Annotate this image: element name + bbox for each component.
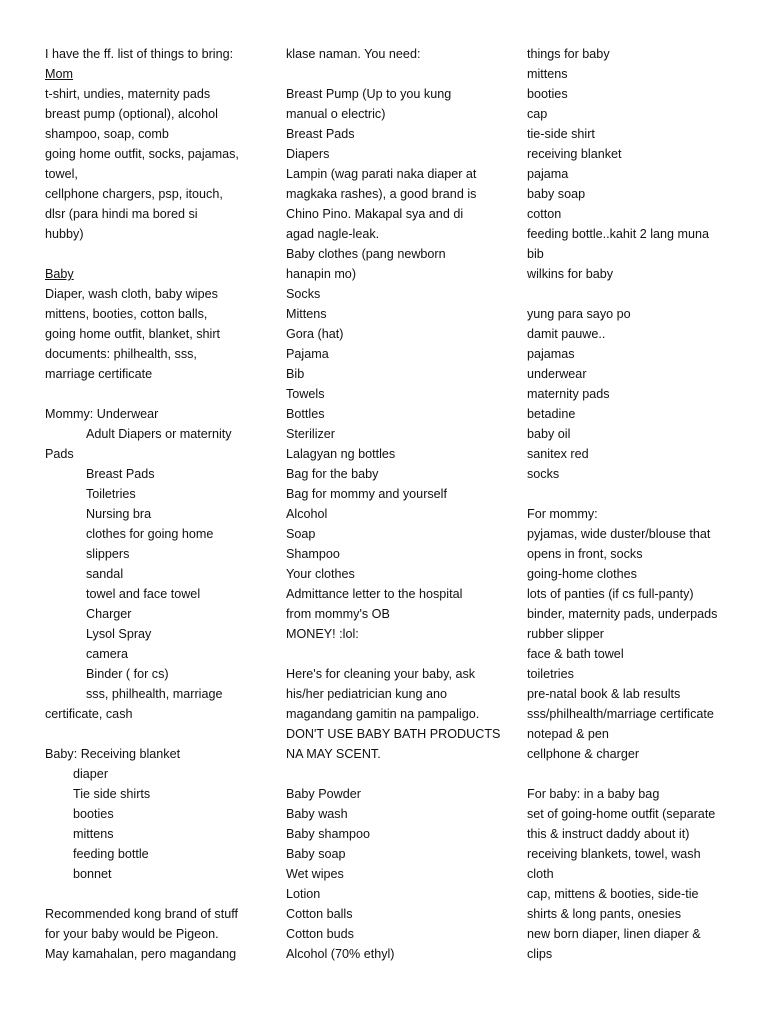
text-line bbox=[286, 344, 522, 364]
line-text: manual o electric) bbox=[286, 107, 386, 121]
text-line bbox=[527, 864, 763, 884]
line-text: Bag for mommy and yourself bbox=[286, 487, 447, 501]
line-text: cotton bbox=[527, 207, 562, 221]
text-line bbox=[286, 584, 522, 604]
text-line bbox=[45, 464, 281, 484]
text-line bbox=[527, 224, 763, 244]
line-text: Baby: Receiving blanket bbox=[45, 747, 181, 761]
text-line bbox=[45, 164, 281, 184]
line-text: Toiletries bbox=[86, 487, 136, 501]
blank-line bbox=[45, 724, 281, 744]
line-text: from mommy's OB bbox=[286, 607, 390, 621]
text-line bbox=[527, 304, 763, 324]
line-text: clothes for going home bbox=[86, 527, 214, 541]
text-line bbox=[527, 264, 763, 284]
line-text: Sterilizer bbox=[286, 427, 335, 441]
line-text: for your baby would be Pigeon. bbox=[45, 927, 219, 941]
text-line bbox=[527, 844, 763, 864]
text-line bbox=[45, 444, 281, 464]
line-text: dlsr (para hindi ma bored si bbox=[45, 207, 198, 221]
line-text: shirts & long pants, onesies bbox=[527, 907, 682, 921]
line-text: Tie side shirts bbox=[73, 787, 151, 801]
line-text: Binder ( for cs) bbox=[86, 667, 169, 681]
blank-line bbox=[45, 384, 281, 404]
text-line bbox=[286, 104, 522, 124]
text-line bbox=[527, 604, 763, 624]
blank-line bbox=[527, 764, 763, 784]
line-text: Baby Powder bbox=[286, 787, 361, 801]
text-line bbox=[286, 184, 522, 204]
text-line bbox=[45, 344, 281, 364]
text-line bbox=[45, 404, 281, 424]
text-column-3 bbox=[527, 44, 763, 964]
text-line bbox=[286, 304, 522, 324]
text-line bbox=[286, 404, 522, 424]
text-line bbox=[286, 864, 522, 884]
line-text: Alcohol (70% ethyl) bbox=[286, 947, 395, 961]
line-text: certificate, cash bbox=[45, 707, 133, 721]
text-line bbox=[286, 704, 522, 724]
text-line bbox=[45, 544, 281, 564]
line-text: hanapin mo) bbox=[286, 267, 357, 281]
text-line bbox=[527, 624, 763, 644]
blank-line bbox=[286, 644, 522, 664]
section-heading: Mom bbox=[45, 67, 73, 81]
line-text: going home outfit, socks, pajamas, bbox=[45, 147, 239, 161]
line-text: Pads bbox=[45, 447, 74, 461]
line-text: DON'T USE BABY BATH PRODUCTS bbox=[286, 727, 501, 741]
text-line bbox=[45, 604, 281, 624]
text-line bbox=[527, 564, 763, 584]
text-line bbox=[45, 204, 281, 224]
line-text: cellphone chargers, psp, itouch, bbox=[45, 187, 223, 201]
line-text: pajama bbox=[527, 167, 569, 181]
line-text: pajamas bbox=[527, 347, 575, 361]
line-text: Adult Diapers or maternity bbox=[86, 427, 232, 441]
line-text: marriage certificate bbox=[45, 367, 153, 381]
line-text: Soap bbox=[286, 527, 316, 541]
text-line bbox=[286, 284, 522, 304]
line-text: Baby shampoo bbox=[286, 827, 371, 841]
line-text: sanitex red bbox=[527, 447, 589, 461]
text-line bbox=[527, 104, 763, 124]
line-text: Bottles bbox=[286, 407, 325, 421]
line-text: cellphone & charger bbox=[527, 747, 640, 761]
text-line bbox=[527, 44, 763, 64]
line-text: mittens bbox=[527, 67, 568, 81]
line-text: new born diaper, linen diaper & bbox=[527, 927, 701, 941]
line-text: going-home clothes bbox=[527, 567, 637, 581]
text-line bbox=[45, 824, 281, 844]
text-line bbox=[286, 224, 522, 244]
text-line bbox=[45, 284, 281, 304]
line-text: Here's for cleaning your baby, ask bbox=[286, 667, 476, 681]
line-text: wilkins for baby bbox=[527, 267, 614, 281]
text-line bbox=[45, 764, 281, 784]
line-text: Lotion bbox=[286, 887, 321, 901]
text-line bbox=[527, 504, 763, 524]
line-text: things for baby bbox=[527, 47, 610, 61]
text-line bbox=[286, 544, 522, 564]
text-line bbox=[527, 324, 763, 344]
line-text: sss, philhealth, marriage bbox=[86, 687, 223, 701]
text-line bbox=[45, 364, 281, 384]
line-text: mittens bbox=[73, 827, 114, 841]
text-line bbox=[286, 804, 522, 824]
text-line bbox=[45, 224, 281, 244]
text-line bbox=[45, 44, 281, 64]
text-line bbox=[527, 184, 763, 204]
text-line bbox=[286, 444, 522, 464]
text-line bbox=[286, 164, 522, 184]
text-line bbox=[45, 944, 281, 964]
text-line bbox=[527, 584, 763, 604]
line-text: breast pump (optional), alcohol bbox=[45, 107, 218, 121]
line-text: Alcohol bbox=[286, 507, 328, 521]
line-text: Socks bbox=[286, 287, 321, 301]
text-line bbox=[527, 904, 763, 924]
line-text: diaper bbox=[73, 767, 109, 781]
text-line bbox=[45, 424, 281, 444]
text-line bbox=[45, 324, 281, 344]
line-text: Diapers bbox=[286, 147, 330, 161]
text-line bbox=[527, 804, 763, 824]
line-text: cloth bbox=[527, 867, 554, 881]
line-text: Baby soap bbox=[286, 847, 346, 861]
line-text: Pajama bbox=[286, 347, 329, 361]
text-line bbox=[45, 784, 281, 804]
line-text: Shampoo bbox=[286, 547, 340, 561]
text-line bbox=[45, 564, 281, 584]
line-text: May kamahalan, pero magandang bbox=[45, 947, 237, 961]
text-line bbox=[286, 724, 522, 744]
line-text: binder, maternity pads, underpads bbox=[527, 607, 718, 621]
text-line bbox=[286, 944, 522, 964]
text-line bbox=[527, 124, 763, 144]
text-line bbox=[527, 344, 763, 364]
text-line bbox=[527, 704, 763, 724]
text-line bbox=[527, 144, 763, 164]
text-line bbox=[45, 804, 281, 824]
blank-line bbox=[286, 64, 522, 84]
text-line bbox=[286, 144, 522, 164]
text-line bbox=[527, 424, 763, 444]
text-line bbox=[45, 144, 281, 164]
line-text: sss/philhealth/marriage certificate bbox=[527, 707, 714, 721]
line-text: notepad & pen bbox=[527, 727, 609, 741]
line-text: Recommended kong brand of stuff bbox=[45, 907, 238, 921]
text-line bbox=[286, 604, 522, 624]
blank-line bbox=[286, 764, 522, 784]
line-text: going home outfit, blanket, shirt bbox=[45, 327, 221, 341]
line-text: Baby clothes (pang newborn bbox=[286, 247, 446, 261]
line-text: t-shirt, undies, maternity pads bbox=[45, 87, 211, 101]
text-line bbox=[286, 84, 522, 104]
text-line bbox=[286, 784, 522, 804]
text-line bbox=[527, 924, 763, 944]
line-text: sandal bbox=[86, 567, 124, 581]
text-line bbox=[45, 684, 281, 704]
text-line bbox=[286, 664, 522, 684]
text-line bbox=[527, 544, 763, 564]
line-text: Bag for the baby bbox=[286, 467, 379, 481]
line-text: feeding bottle bbox=[73, 847, 149, 861]
text-line bbox=[45, 84, 281, 104]
line-text: toiletries bbox=[527, 667, 574, 681]
line-text: Lalagyan ng bottles bbox=[286, 447, 396, 461]
text-line bbox=[45, 664, 281, 684]
text-line bbox=[286, 364, 522, 384]
line-text: cap bbox=[527, 107, 548, 121]
line-text: underwear bbox=[527, 367, 587, 381]
text-line bbox=[527, 404, 763, 424]
text-line bbox=[286, 904, 522, 924]
line-text: Diaper, wash cloth, baby wipes bbox=[45, 287, 218, 301]
text-line bbox=[527, 724, 763, 744]
text-line bbox=[286, 484, 522, 504]
text-line bbox=[527, 784, 763, 804]
line-text: towel and face towel bbox=[86, 587, 201, 601]
line-text: Cotton buds bbox=[286, 927, 354, 941]
text-line bbox=[286, 844, 522, 864]
line-text: Bib bbox=[286, 367, 305, 381]
line-text: Your clothes bbox=[286, 567, 355, 581]
text-line bbox=[527, 644, 763, 664]
text-line bbox=[45, 64, 281, 84]
text-line bbox=[527, 84, 763, 104]
line-text: yung para sayo po bbox=[527, 307, 631, 321]
line-text: socks bbox=[527, 467, 560, 481]
text-line bbox=[45, 484, 281, 504]
text-line bbox=[286, 824, 522, 844]
line-text: clips bbox=[527, 947, 553, 961]
line-text: pyjamas, wide duster/blouse that bbox=[527, 527, 711, 541]
text-column-2 bbox=[286, 44, 522, 964]
line-text: Mittens bbox=[286, 307, 327, 321]
line-text: betadine bbox=[527, 407, 576, 421]
blank-line bbox=[45, 244, 281, 264]
text-line bbox=[527, 204, 763, 224]
text-line bbox=[527, 744, 763, 764]
line-text: set of going-home outfit (separate bbox=[527, 807, 716, 821]
text-line bbox=[286, 124, 522, 144]
line-text: this & instruct daddy about it) bbox=[527, 827, 690, 841]
text-line bbox=[286, 44, 522, 64]
text-line bbox=[527, 944, 763, 964]
line-text: Lysol Spray bbox=[86, 627, 152, 641]
blank-line bbox=[45, 884, 281, 904]
line-text: agad nagle-leak. bbox=[286, 227, 380, 241]
text-line bbox=[527, 464, 763, 484]
line-text: Gora (hat) bbox=[286, 327, 344, 341]
line-text: For mommy: bbox=[527, 507, 598, 521]
text-line bbox=[527, 884, 763, 904]
text-line bbox=[527, 824, 763, 844]
line-text: feeding bottle..kahit 2 lang muna bbox=[527, 227, 710, 241]
text-line bbox=[45, 744, 281, 764]
text-line bbox=[286, 524, 522, 544]
text-line bbox=[527, 244, 763, 264]
line-text: Breast Pads bbox=[286, 127, 355, 141]
line-text: Towels bbox=[286, 387, 325, 401]
text-line bbox=[527, 664, 763, 684]
line-text: receiving blanket bbox=[527, 147, 622, 161]
text-line bbox=[527, 684, 763, 704]
line-text: Nursing bra bbox=[86, 507, 152, 521]
line-text: lots of panties (if cs full-panty) bbox=[527, 587, 694, 601]
line-text: Admittance letter to the hospital bbox=[286, 587, 463, 601]
line-text: maternity pads bbox=[527, 387, 610, 401]
line-text: cap, mittens & booties, side-tie bbox=[527, 887, 699, 901]
line-text: MONEY! :lol: bbox=[286, 627, 359, 641]
text-line bbox=[527, 164, 763, 184]
text-line bbox=[45, 524, 281, 544]
line-text: slippers bbox=[86, 547, 130, 561]
line-text: bonnet bbox=[73, 867, 112, 881]
line-text: towel, bbox=[45, 167, 78, 181]
line-text: Charger bbox=[86, 607, 132, 621]
text-line bbox=[286, 504, 522, 524]
line-text: hubby) bbox=[45, 227, 84, 241]
line-text: booties bbox=[527, 87, 568, 101]
text-line bbox=[286, 564, 522, 584]
text-line bbox=[45, 704, 281, 724]
text-line bbox=[286, 424, 522, 444]
text-line bbox=[286, 464, 522, 484]
text-line bbox=[45, 584, 281, 604]
line-text: pre-natal book & lab results bbox=[527, 687, 681, 701]
line-text: Breast Pump (Up to you kung bbox=[286, 87, 452, 101]
text-line bbox=[286, 924, 522, 944]
text-line bbox=[527, 384, 763, 404]
line-text: Lampin (wag parati naka diaper at bbox=[286, 167, 477, 181]
text-line bbox=[286, 324, 522, 344]
line-text: Breast Pads bbox=[86, 467, 155, 481]
text-line bbox=[45, 924, 281, 944]
text-line bbox=[527, 64, 763, 84]
text-line bbox=[286, 624, 522, 644]
text-line bbox=[45, 864, 281, 884]
text-line bbox=[45, 644, 281, 664]
text-line bbox=[286, 244, 522, 264]
line-text: Mommy: Underwear bbox=[45, 407, 159, 421]
line-text: bib bbox=[527, 247, 544, 261]
line-text: camera bbox=[86, 647, 128, 661]
line-text: baby soap bbox=[527, 187, 586, 201]
text-line bbox=[45, 104, 281, 124]
line-text: damit pauwe.. bbox=[527, 327, 606, 341]
blank-line bbox=[527, 484, 763, 504]
text-line bbox=[286, 744, 522, 764]
line-text: Wet wipes bbox=[286, 867, 344, 881]
line-text: baby oil bbox=[527, 427, 571, 441]
text-line bbox=[45, 264, 281, 284]
line-text: receiving blankets, towel, wash bbox=[527, 847, 701, 861]
line-text: mittens, booties, cotton balls, bbox=[45, 307, 208, 321]
text-line bbox=[45, 504, 281, 524]
line-text: Cotton balls bbox=[286, 907, 353, 921]
line-text: opens in front, socks bbox=[527, 547, 643, 561]
text-line bbox=[45, 904, 281, 924]
line-text: shampoo, soap, comb bbox=[45, 127, 169, 141]
text-line bbox=[45, 184, 281, 204]
text-line bbox=[286, 264, 522, 284]
line-text: Baby wash bbox=[286, 807, 348, 821]
line-text: tie-side shirt bbox=[527, 127, 595, 141]
text-line bbox=[45, 624, 281, 644]
line-text: his/her pediatrician kung ano bbox=[286, 687, 448, 701]
line-text: magkaka rashes), a good brand is bbox=[286, 187, 477, 201]
line-text: I have the ff. list of things to bring: bbox=[45, 47, 234, 61]
section-heading: Baby bbox=[45, 267, 74, 281]
text-line bbox=[45, 124, 281, 144]
text-line bbox=[527, 444, 763, 464]
line-text: documents: philhealth, sss, bbox=[45, 347, 197, 361]
text-column-1 bbox=[45, 44, 281, 964]
text-line bbox=[286, 384, 522, 404]
line-text: face & bath towel bbox=[527, 647, 624, 661]
text-line bbox=[286, 684, 522, 704]
text-line bbox=[527, 524, 763, 544]
line-text: For baby: in a baby bag bbox=[527, 787, 660, 801]
line-text: booties bbox=[73, 807, 114, 821]
text-line bbox=[286, 884, 522, 904]
text-line bbox=[286, 204, 522, 224]
line-text: rubber slipper bbox=[527, 627, 605, 641]
line-text: magandang gamitin na pampaligo. bbox=[286, 707, 480, 721]
text-line bbox=[527, 364, 763, 384]
line-text: NA MAY SCENT. bbox=[286, 747, 381, 761]
text-line bbox=[45, 844, 281, 864]
line-text: klase naman. You need: bbox=[286, 47, 421, 61]
text-line bbox=[45, 304, 281, 324]
line-text: Chino Pino. Makapal sya and di bbox=[286, 207, 464, 221]
blank-line bbox=[527, 284, 763, 304]
